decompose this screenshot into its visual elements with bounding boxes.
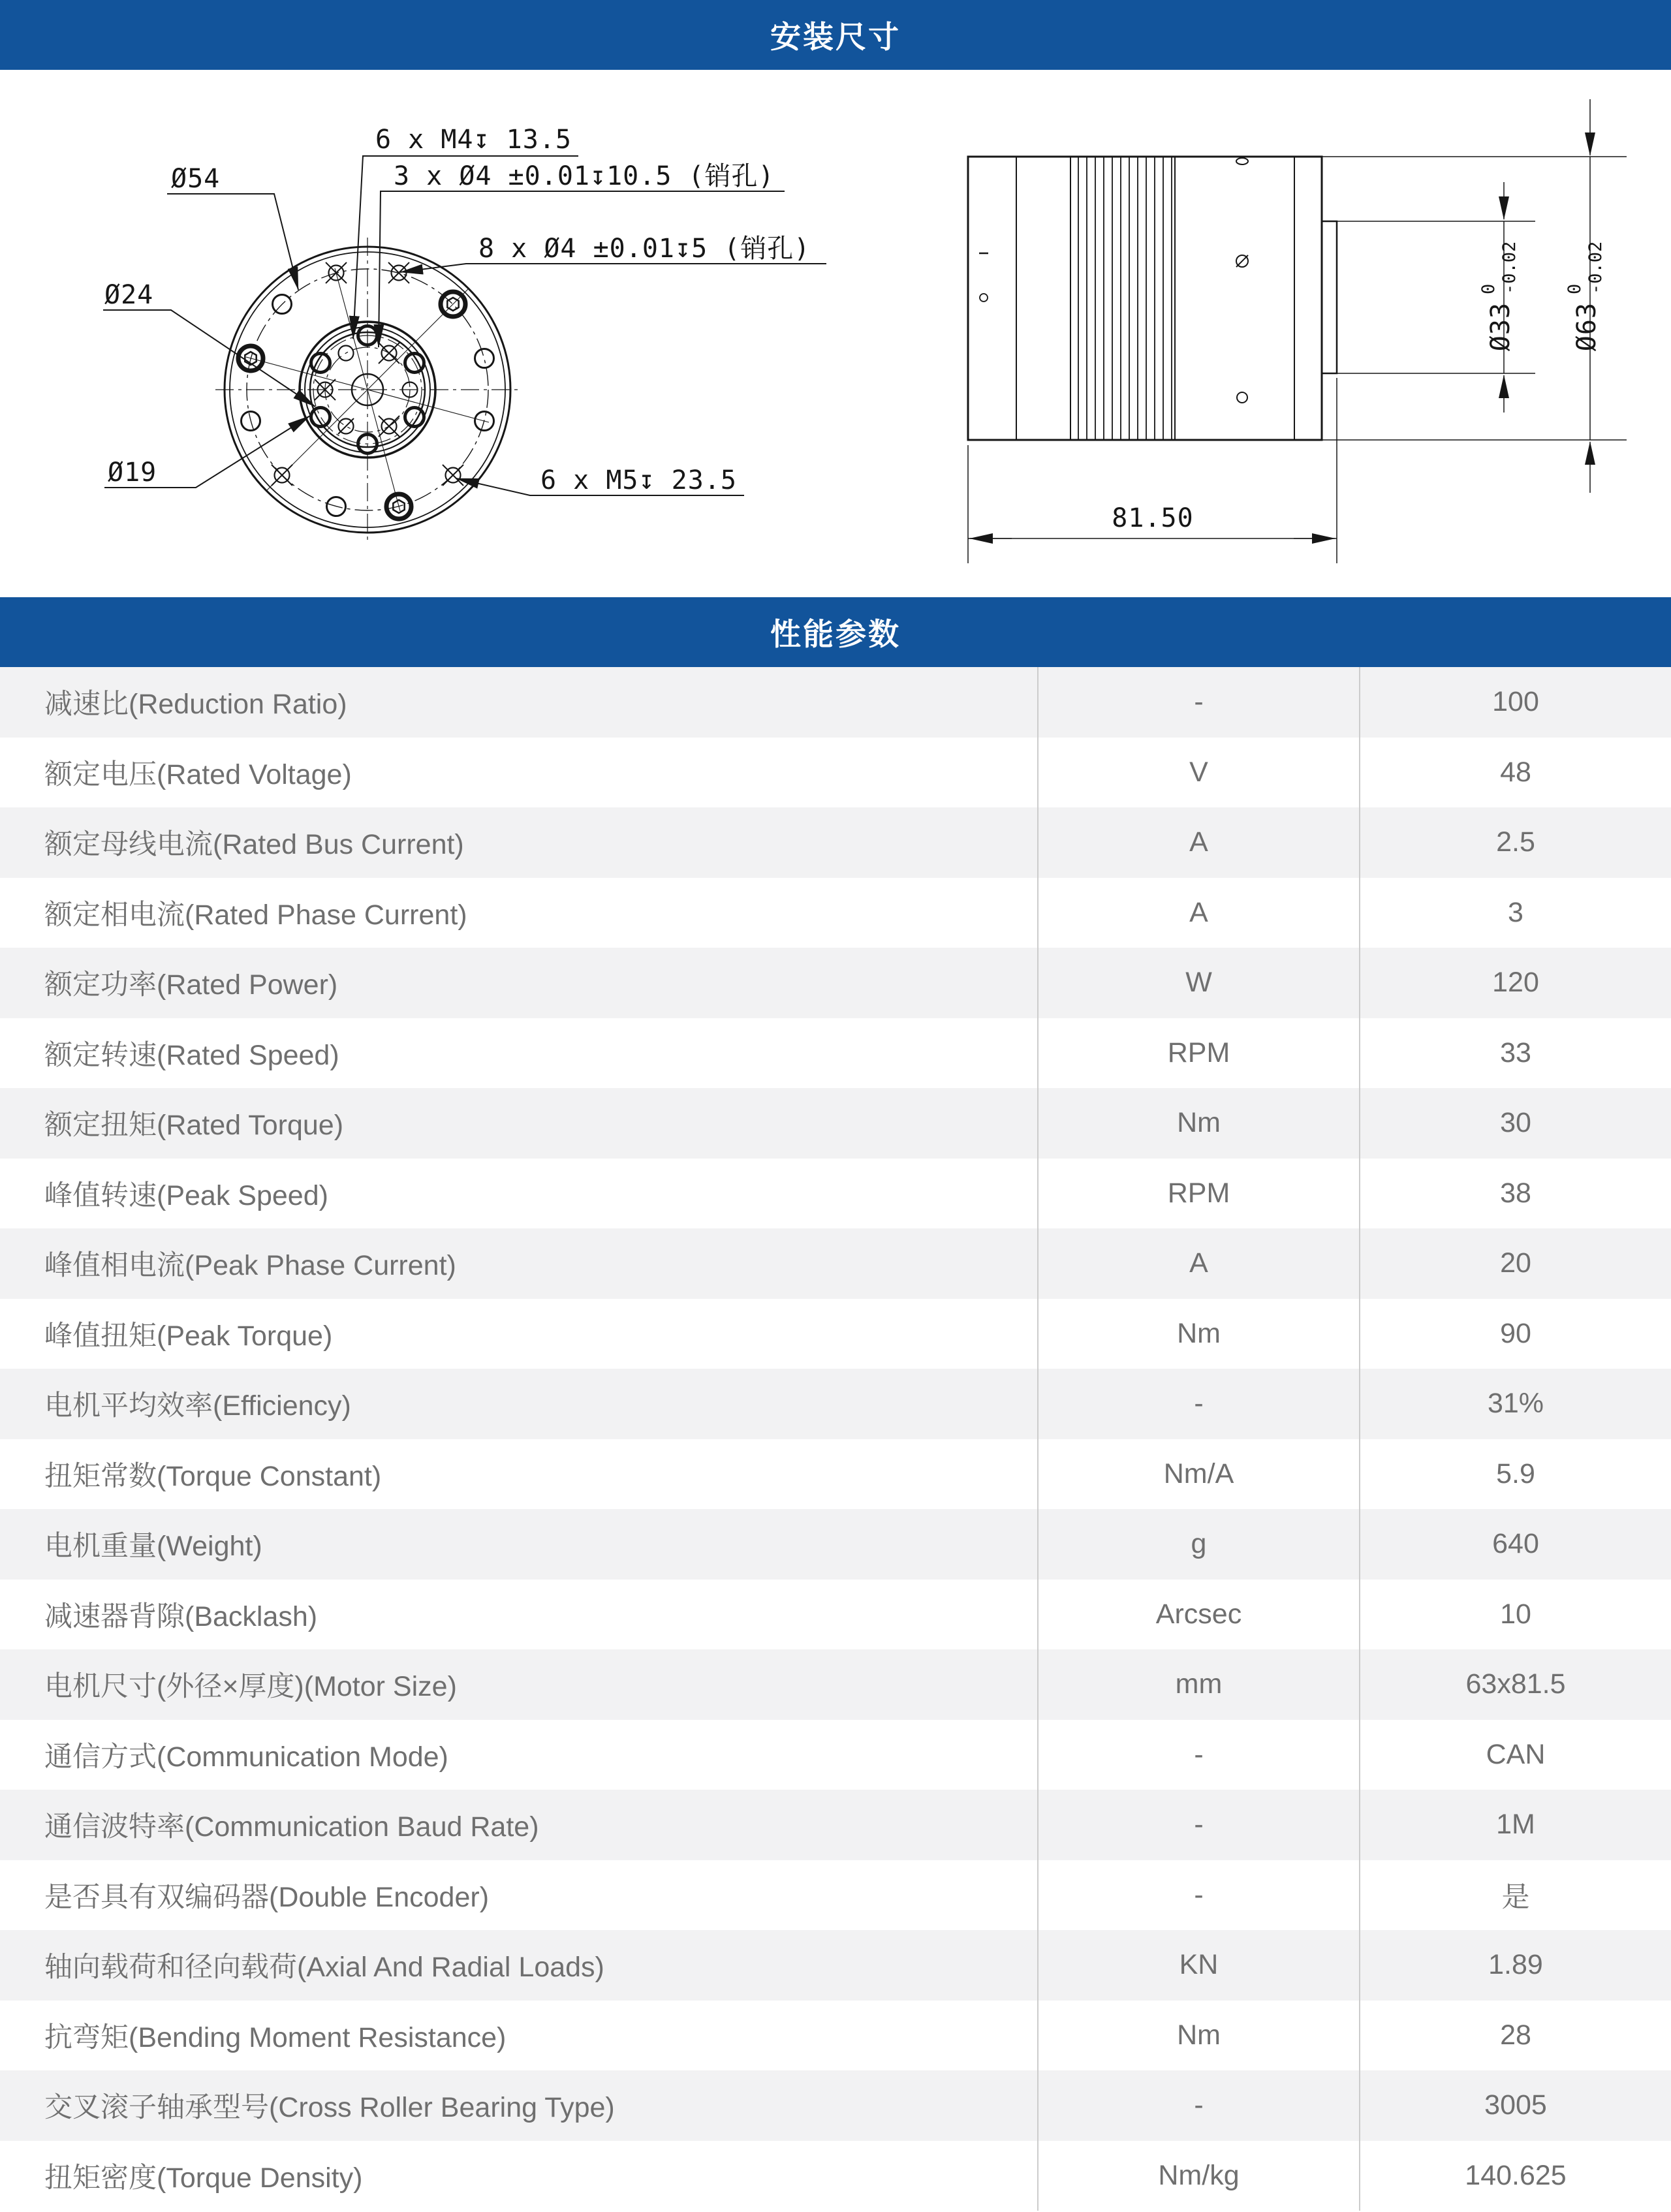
dim-label-m5: 6 x M5↧ 23.5 [540,465,737,495]
table-row [0,738,1671,808]
table-row [0,1228,1671,1299]
param-label: 电机平均效率(Efficiency) [44,1390,351,1422]
technical-drawings [0,70,1671,597]
param-unit: - [1037,1860,1359,1931]
param-value: 5.9 [1359,1439,1671,1510]
d33-tol-lower: -0.02 [1499,241,1520,294]
param-label: 峰值扭矩(Peak Torque) [44,1320,333,1352]
dim-label-m4: 6 x M4↧ 13.5 [375,125,572,155]
param-value: 48 [1359,738,1671,808]
param-label: 峰值相电流(Peak Phase Current) [44,1250,456,1282]
param-value: 640 [1359,1509,1671,1580]
table-row [0,807,1671,878]
param-unit: Nm [1037,1088,1359,1159]
param-label: 通信波特率(Communication Baud Rate) [44,1811,539,1843]
param-label: 轴向载荷和径向载荷(Axial And Radial Loads) [44,1952,604,1984]
table-row [0,1509,1671,1580]
performance-parameters-banner [0,597,1671,667]
param-unit: - [1037,1790,1359,1860]
installation-dimensions-title: 安装尺寸 [770,20,901,54]
table-row [0,1790,1671,1860]
param-label: 峰值转速(Peak Speed) [44,1179,328,1211]
dim-label-pin8: 8 x Ø4 ±0.01↧5 (销孔) [478,234,811,264]
param-unit: Nm [1037,2001,1359,2071]
param-value: 63x81.5 [1359,1649,1671,1720]
dim-label-d19: Ø19 [108,458,157,488]
d63-dimension [1322,99,1627,493]
param-label: 抗弯矩(Bending Moment Resistance) [44,2021,507,2053]
dim-label-pin3: 3 x Ø4 ±0.01↧10.5 (销孔) [394,161,775,191]
param-unit: W [1037,948,1359,1018]
table-row [0,1018,1671,1089]
param-value: 38 [1359,1159,1671,1229]
param-unit: - [1037,667,1359,738]
param-value: 120 [1359,948,1671,1018]
param-value: 28 [1359,2001,1671,2071]
param-label: 是否具有双编码器(Double Encoder) [44,1881,490,1913]
table-row [0,2001,1671,2071]
param-label: 电机重量(Weight) [44,1531,262,1563]
param-label: 减速器背隙(Backlash) [44,1600,318,1632]
param-value: 90 [1359,1299,1671,1369]
dim-label-d24: Ø24 [104,280,154,310]
table-row [0,1860,1671,1931]
performance-parameters-title: 性能参数 [770,617,901,651]
param-unit: Nm/kg [1037,2141,1359,2211]
spec-table [0,667,1671,2211]
param-label: 减速比(Reduction Ratio) [44,689,347,721]
param-unit: A [1037,1228,1359,1299]
d63-tol-upper: 0 [1565,283,1585,294]
length-dimension [968,378,1337,563]
param-value: 3 [1359,878,1671,948]
param-label: 通信方式(Communication Mode) [44,1741,448,1773]
param-value: 140.625 [1359,2141,1671,2211]
table-row [0,2070,1671,2141]
param-unit: - [1037,1369,1359,1439]
param-unit: g [1037,1509,1359,1580]
d63-tol-lower: -0.02 [1585,241,1606,294]
table-row [0,878,1671,948]
param-label: 额定电压(Rated Voltage) [44,758,352,790]
table-row [0,1299,1671,1369]
param-label: 额定转速(Rated Speed) [44,1039,339,1071]
d33-dimension [1337,182,1535,413]
table-row [0,1439,1671,1510]
motor-side-view [968,99,1627,563]
table-row [0,1369,1671,1439]
param-value: 3005 [1359,2070,1671,2141]
param-value: 33 [1359,1018,1671,1089]
table-row [0,1159,1671,1229]
param-unit: A [1037,807,1359,878]
param-label: 额定功率(Rated Power) [44,969,338,1001]
param-value: 20 [1359,1228,1671,1299]
param-value: 100 [1359,667,1671,738]
param-value: 10 [1359,1580,1671,1650]
param-label: 扭矩常数(Torque Constant) [44,1460,382,1492]
param-unit: RPM [1037,1159,1359,1229]
table-row [0,1649,1671,1720]
param-value: 是 [1359,1860,1671,1931]
param-value: 1M [1359,1790,1671,1860]
param-label: 额定扭矩(Rated Torque) [44,1110,344,1142]
param-unit: A [1037,878,1359,948]
table-row [0,1580,1671,1650]
param-unit: KN [1037,1930,1359,2001]
d33-tol-upper: 0 [1478,283,1499,294]
installation-dimensions-banner [0,0,1671,70]
param-unit: Nm/A [1037,1439,1359,1510]
param-value: CAN [1359,1720,1671,1790]
table-row [0,2141,1671,2211]
dim-label-d63: Ø63 [1572,302,1602,352]
flange-front-view [103,125,826,542]
param-label: 电机尺寸(外径×厚度)(Motor Size) [44,1671,457,1703]
param-value: 30 [1359,1088,1671,1159]
param-unit: - [1037,2070,1359,2141]
cad-drawing-svg [0,70,1671,597]
param-label: 额定母线电流(Rated Bus Current) [44,829,464,861]
dim-label-d33: Ø33 [1486,302,1516,352]
param-unit: Arcsec [1037,1580,1359,1650]
param-unit: RPM [1037,1018,1359,1089]
param-value: 2.5 [1359,807,1671,878]
table-row [0,667,1671,738]
table-row [0,1720,1671,1790]
table-row [0,1930,1671,2001]
param-unit: mm [1037,1649,1359,1720]
param-label: 扭矩密度(Torque Density) [44,2162,363,2194]
param-label: 交叉滚子轴承型号(Cross Roller Bearing Type) [44,2092,615,2124]
param-unit: Nm [1037,1299,1359,1369]
table-row [0,1088,1671,1159]
param-value: 1.89 [1359,1930,1671,2001]
table-row [0,948,1671,1018]
param-value: 31% [1359,1369,1671,1439]
dim-label-d54: Ø54 [171,164,221,194]
dim-label-length: 81.50 [1112,503,1194,533]
param-unit: - [1037,1720,1359,1790]
param-unit: V [1037,738,1359,808]
param-label: 额定相电流(Rated Phase Current) [44,899,467,931]
